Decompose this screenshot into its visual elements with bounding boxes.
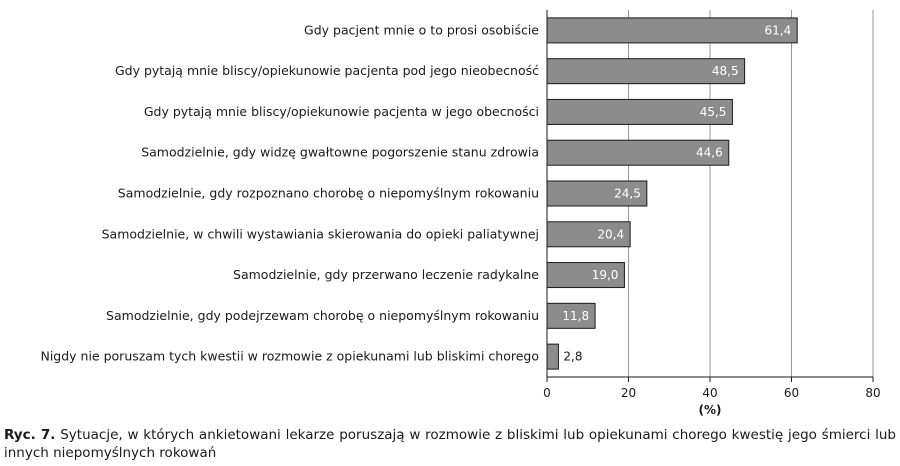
bar [547, 344, 558, 369]
category-labels [40, 22, 539, 363]
category-label: Samodzielnie, gdy widzę gwałtowne pogorszenie stanu zdrowia [141, 144, 539, 160]
category-label: Samodzielnie, gdy przerwano leczenie radykalne [233, 267, 539, 283]
category-label: Nigdy nie poruszam tych kwestii w rozmowie z opiekunami lub bliskimi chorego [40, 348, 539, 364]
data-label: 44,6 [696, 145, 723, 160]
figure-caption [4, 426, 896, 462]
category-label: Samodzielnie, w chwili wystawiania skierowania do opieki paliatywnej [101, 226, 539, 242]
data-label: 2,8 [563, 349, 583, 364]
data-label: 45,5 [699, 104, 727, 119]
data-label: 20,4 [597, 227, 625, 242]
category-label: Gdy pacjent mnie o to prosi osobiście [304, 22, 539, 38]
category-label: Samodzielnie, gdy rozpoznano chorobę o niepomyślnym rokowaniu [117, 185, 539, 201]
data-label: 48,5 [711, 64, 739, 79]
data-label: 19,0 [591, 268, 619, 283]
data-label: 61,4 [764, 23, 792, 38]
caption-text: Sytuacje, w których ankietowani lekarze poruszają w rozmowie z bliskimi lub opiekunami chorego kwestię jego śmierci lub innych niepomyślnych rokowań [4, 427, 896, 461]
category-label: Gdy pytają mnie bliscy/opiekunowie pacjenta w jego obecności [143, 103, 539, 119]
x-tick-label: 0 [543, 386, 551, 400]
category-label: Samodzielnie, gdy podejrzewam chorobę o niepomyślnym rokowaniu [106, 307, 539, 323]
x-axis-title: (%) [698, 403, 722, 417]
data-label: 24,5 [614, 186, 641, 201]
x-tick-label: 80 [865, 386, 881, 400]
data-label: 11,8 [562, 308, 590, 323]
bar [547, 18, 797, 43]
x-tick-label: 20 [620, 386, 637, 400]
x-tick-label: 60 [783, 386, 800, 400]
x-tick-label: 40 [702, 386, 718, 400]
category-label: Gdy pytają mnie bliscy/opiekunowie pacjenta pod jego nieobecność [114, 63, 539, 79]
bars [547, 18, 797, 369]
caption-lead: Ryc. 7. [4, 427, 56, 443]
